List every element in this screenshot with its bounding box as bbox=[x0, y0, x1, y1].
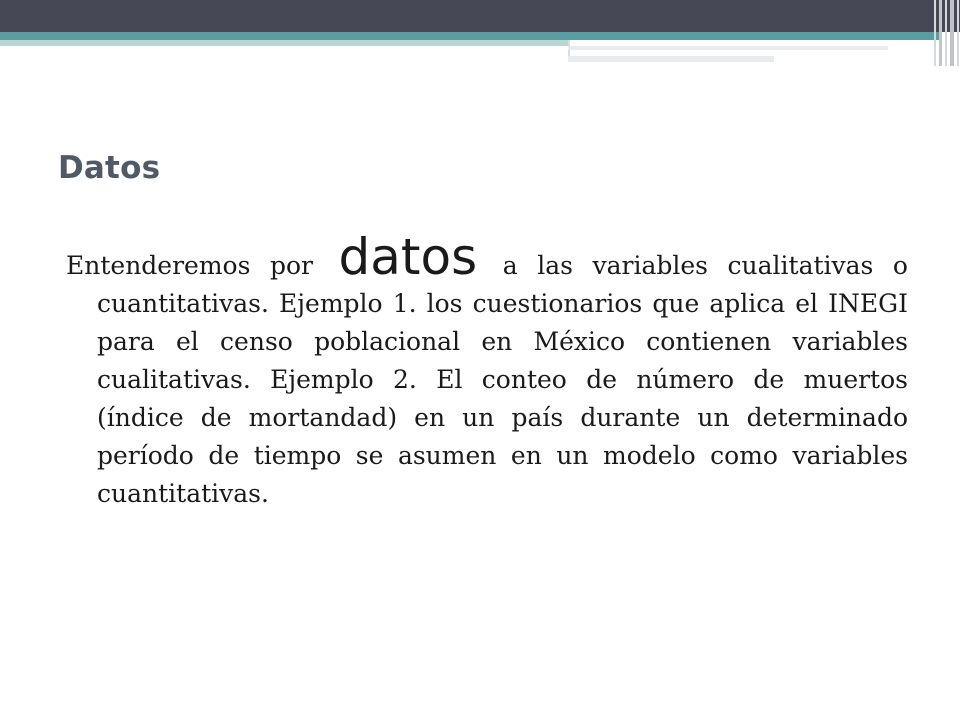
decorative-bar bbox=[934, 0, 936, 66]
decorative-bar bbox=[957, 0, 959, 66]
body-paragraph bbox=[66, 228, 908, 513]
header-accent-light-line bbox=[0, 40, 568, 46]
emphasized-word: datos bbox=[338, 228, 478, 286]
header-accent-line bbox=[0, 32, 940, 40]
header-grey-line bbox=[568, 56, 774, 62]
header-grey-line bbox=[568, 46, 888, 50]
decorative-bar bbox=[939, 0, 942, 66]
decorative-bar bbox=[945, 0, 947, 66]
body-text-suffix: a las variables cualitativas o cuantitativas. Ejemplo 1. los cuestionarios que aplica el INEGI para el censo poblacional en México contienen variables cualitativas. Ejemplo 2. El conteo de número de muertos (índice de mortandad) en un país durante un determinado período de tiempo se asumen en un modelo como variables cuantitativas. bbox=[97, 251, 908, 508]
header-decorative-bars bbox=[930, 0, 960, 66]
decorative-bar bbox=[950, 0, 954, 66]
slide-title: Datos bbox=[58, 150, 161, 186]
body-text-prefix: Entenderemos por bbox=[66, 251, 313, 280]
slide-body bbox=[66, 228, 908, 513]
header-band bbox=[0, 0, 960, 32]
